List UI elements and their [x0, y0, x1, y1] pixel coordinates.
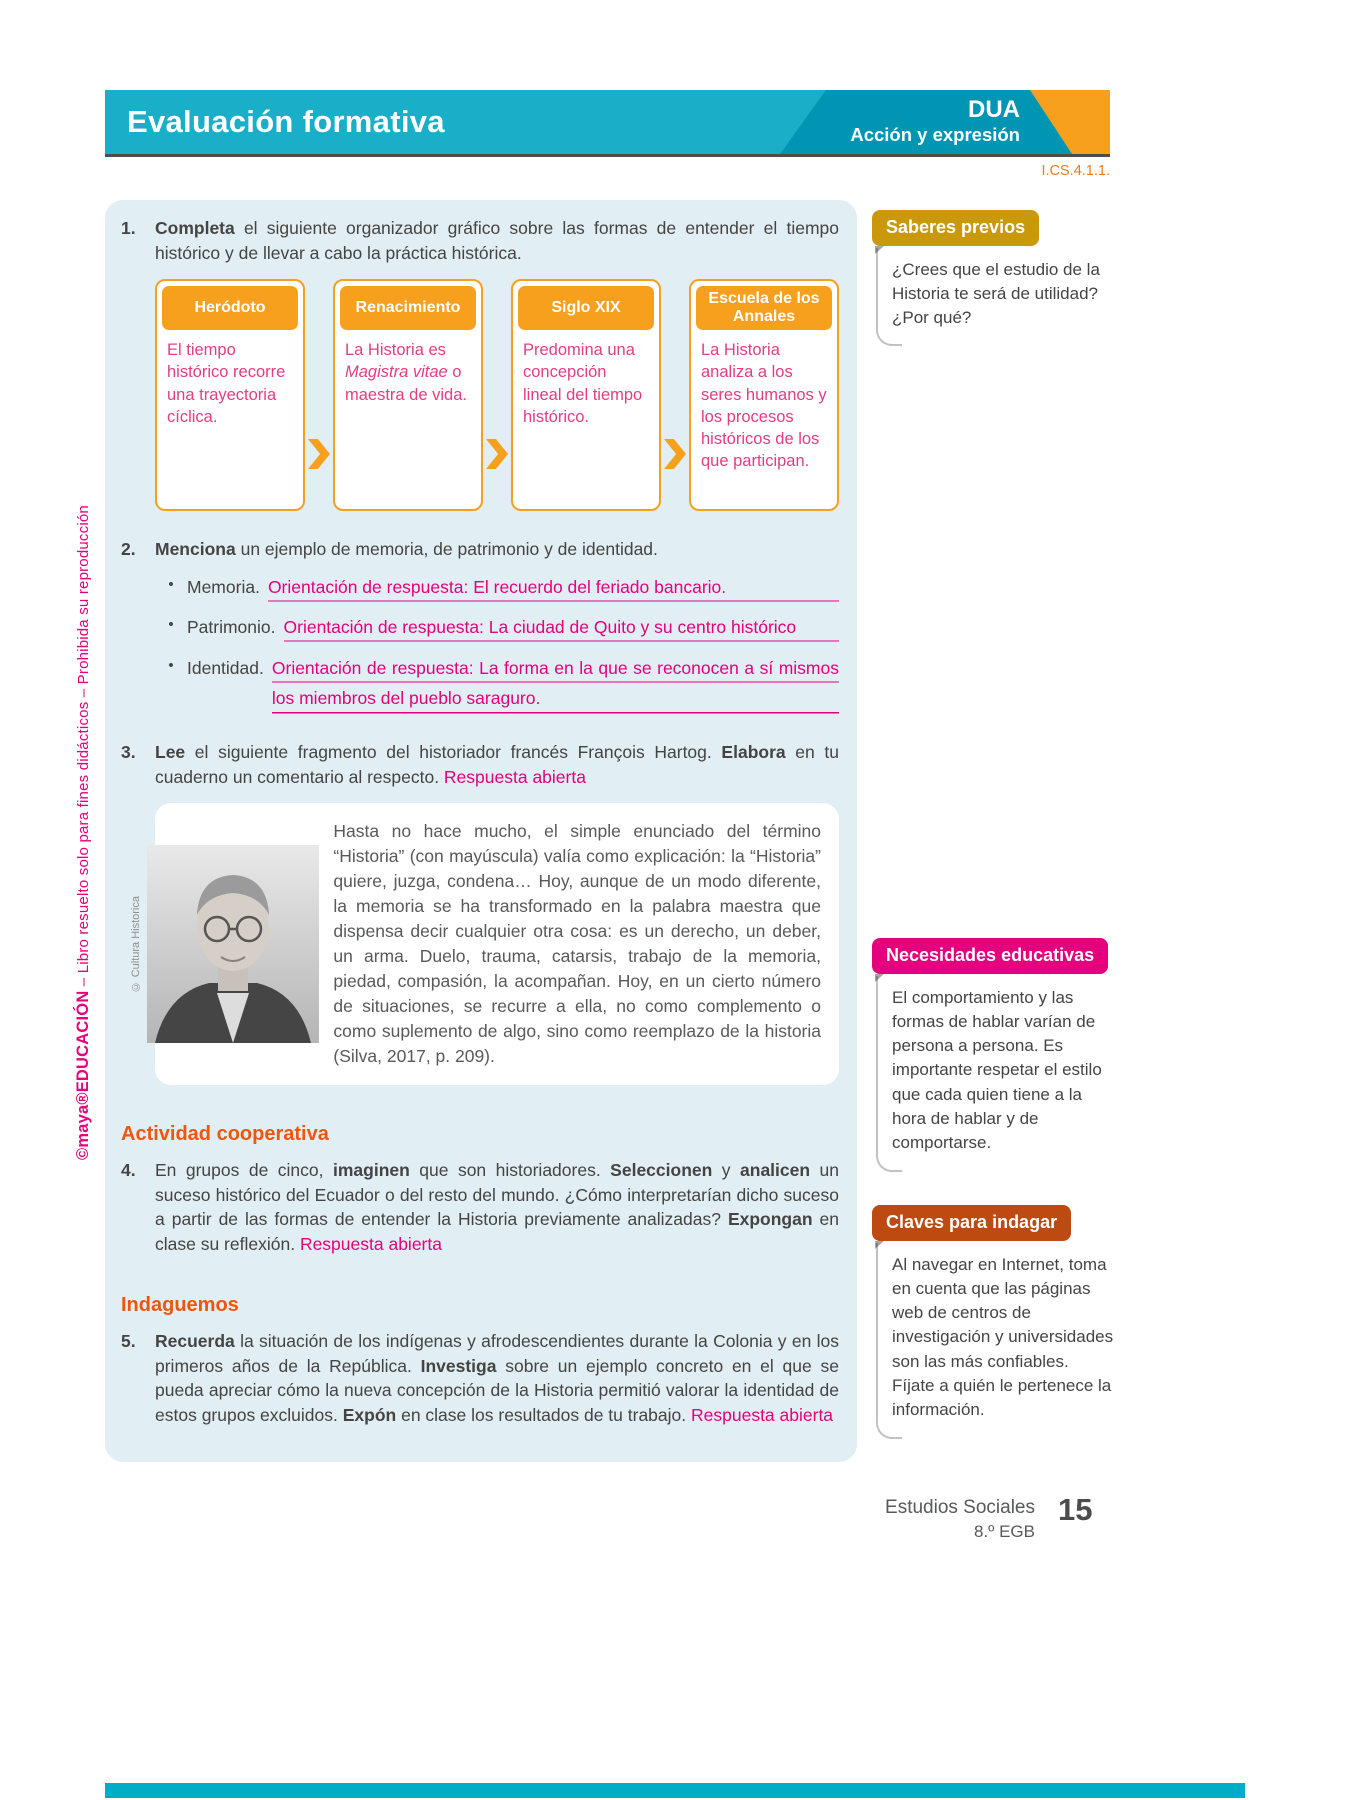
bullet-item-identidad: [155, 653, 839, 714]
activity-item-1: [121, 216, 839, 511]
cooperative-activity-heading: Actividad cooperativa: [121, 1123, 329, 1146]
organizer-box-answer: La Historia analiza a los seres humanos y los procesos históricos de los que participan.: [701, 341, 827, 471]
sidebar-box-body: El comportamiento y las formas de hablar varían de persona a persona. Es importante respetar el estilo que cada quien tiene a la hora de hablar y de comportarse.: [876, 984, 1114, 1172]
bullet-icon: •: [168, 616, 174, 634]
page-title: Evaluación formativa: [127, 104, 445, 139]
organizer-box-answer: El tiempo histórico recorre una trayectoria cíclica.: [167, 341, 286, 426]
organizer-box-renacimiento: [333, 279, 483, 511]
footer-subject: Estudios Sociales: [885, 1497, 1035, 1518]
item-text: En grupos de cinco, imaginen que son historiadores. Seleccionen y analicen un suceso histórico del Ecuador o del resto del mundo. ¿Cómo interpretarían dicho suceso a partir de las formas de entender la Historia previamente analizadas? Expongan en clase su reflexión. Respuesta abierta: [155, 1160, 839, 1254]
bullet-icon: •: [168, 656, 174, 674]
graphic-organizer: [155, 279, 839, 511]
organizer-box-title: Siglo XIX: [518, 286, 654, 330]
activities-panel: [105, 200, 857, 1462]
bottom-bar: [105, 1783, 1245, 1798]
arrow-right-icon: [664, 439, 686, 469]
item-number: 2.: [121, 539, 136, 559]
copyright-text: – Libro resuelto solo para fines didácticos – Prohibida su reproducción: [75, 505, 92, 991]
dua-badge: [850, 96, 1020, 146]
photo-credit: © Cultura Historica: [130, 895, 142, 993]
sidebar-box-title: Saberes previos: [872, 210, 1039, 246]
banner-underline: [105, 154, 1110, 157]
photo-block: [129, 823, 319, 1065]
item-number: 4.: [121, 1160, 136, 1181]
copyright-sidenote: [74, 400, 93, 1160]
footer-meta: [815, 1496, 1035, 1543]
header-banner: [105, 90, 1110, 154]
sidebar-box-body: Al navegar en Internet, toma en cuenta que las páginas web de centros de investigación y universidades son las más confiables. Fíjate a quién le pertenece la información.: [876, 1251, 1114, 1439]
activity-item-5: [121, 1329, 839, 1427]
bullet-item-memoria: [155, 572, 839, 603]
dua-subtitle: Acción y expresión: [850, 124, 1020, 146]
item-number: 5.: [121, 1331, 136, 1352]
publisher-brand: ©maya®EDUCACIÓN: [74, 990, 92, 1160]
dua-title: DUA: [968, 96, 1020, 123]
quote-box: [130, 803, 839, 1085]
historian-portrait-photo: [147, 845, 319, 1043]
organizer-box-siglo-xix: [511, 279, 661, 511]
organizer-box-herodoto: [155, 279, 305, 511]
inquiry-heading: Indaguemos: [121, 1294, 239, 1317]
bullet-icon: •: [168, 575, 174, 593]
quote-text: Hasta no hace mucho, el simple enunciado del término “Historia” (con mayúscula) valía como explicación: la “Historia” quiere, juzga, condena… Hoy, aunque de un modo diferente, la memoria se ha transformado en la palabra maestra que dispensa decir cualquier otra cosa: es un derecho, un deber, un arma. Duelo, trauma, catarsis, trabajo de la memoria, piedad, compasión, la acompañan. Hoy, en un cierto número de situaciones, se recurre a ella, no como complemento o como suplemento de algo, sino como reemplazo de la historia (Silva, 2017, p. 209).: [333, 821, 821, 1067]
bullet-label: Identidad.: [187, 657, 264, 678]
page-number: 15: [1058, 1492, 1093, 1527]
activity-item-2: [121, 537, 839, 714]
organizer-box-answer: La Historia es Magistra vitae o maestra de vida.: [345, 341, 467, 404]
item-text: Menciona un ejemplo de memoria, de patrimonio y de identidad.: [155, 539, 658, 559]
activity-item-4: [121, 1158, 839, 1256]
sidebar-box-necesidades-educativas: [872, 938, 1114, 1172]
organizer-box-annales: [689, 279, 839, 511]
sidebar-box-title: Necesidades educativas: [872, 938, 1108, 974]
item-text: Completa el siguiente organizador gráfico sobre las formas de entender el tiempo histórico y de llevar a cabo la práctica histórica.: [155, 218, 839, 263]
standard-code: I.CS.4.1.1.: [1041, 163, 1110, 179]
answer-line: Orientación de respuesta: La ciudad de Quito y su centro histórico: [284, 612, 839, 643]
answer-line: Orientación de respuesta: El recuerdo del feriado bancario.: [268, 572, 839, 603]
organizer-box-title: Escuela de los Annales: [696, 286, 832, 330]
bullet-item-patrimonio: [155, 612, 839, 643]
item-number: 1.: [121, 218, 136, 238]
arrow-right-icon: [308, 439, 330, 469]
item-number: 3.: [121, 742, 136, 762]
sidebar-box-claves-para-indagar: [872, 1205, 1114, 1439]
sidebar-box-body: ¿Crees que el estudio de la Historia te será de utilidad? ¿Por qué?: [876, 256, 1114, 347]
activity-item-3: [121, 740, 839, 1085]
item-text: Recuerda la situación de los indígenas y afrodescendientes durante la Colonia y en los primeros años de la República. Investiga sobre un ejemplo concreto en el que se pueda apreciar cómo la nueva concepción de la Historia permitió valorar la identidad de estos grupos excluidos. Expón en clase los resultados de tu trabajo. Respuesta abierta: [155, 1331, 839, 1425]
item-text: Lee el siguiente fragmento del historiador francés François Hartog. Elabora en tu cuaderno un comentario al respecto. Respuesta abierta: [155, 742, 839, 787]
organizer-box-answer: Predomina una concepción lineal del tiempo histórico.: [523, 341, 643, 426]
organizer-box-title: Renacimiento: [340, 286, 476, 330]
answer-line: Orientación de respuesta: La forma en la que se reconocen a sí mismos los miembros del pueblo saraguro.: [272, 653, 839, 714]
organizer-box-title: Heródoto: [162, 286, 298, 330]
footer-grade: 8.º EGB: [973, 1521, 1035, 1541]
bullet-label: Memoria.: [187, 576, 260, 597]
sidebar-box-title: Claves para indagar: [872, 1205, 1071, 1241]
sidebar-box-saberes-previos: [872, 210, 1114, 346]
bullet-label: Patrimonio.: [187, 617, 276, 638]
arrow-right-icon: [486, 439, 508, 469]
